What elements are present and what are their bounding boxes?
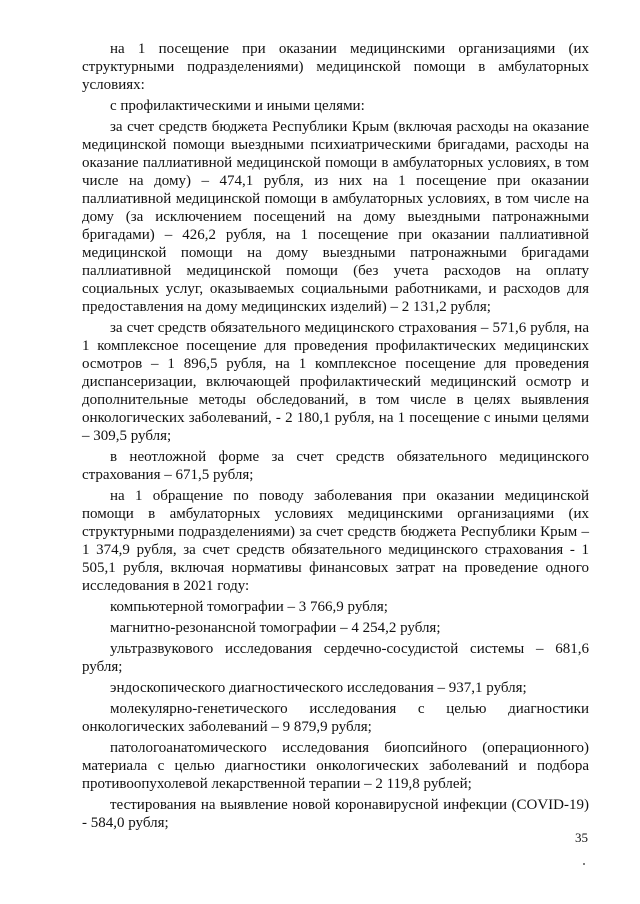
paragraph-1: на 1 посещение при оказании медицинскими организациями (их структурными подразделениями) медицинской помощи в амбулаторных условиях:	[82, 41, 589, 93]
paragraph-9: ультразвукового исследования сердечно-сосудистой системы – 681,6 рубля;	[82, 641, 589, 675]
paragraph-5: в неотложной форме за счет средств обязательного медицинского страхования – 671,5 рубля;	[82, 449, 589, 483]
paragraph-2: с профилактическими и иными целями:	[110, 98, 365, 114]
paragraph-10: эндоскопического диагностического исследования – 937,1 рубля;	[110, 680, 527, 696]
body-text	[82, 40, 589, 832]
paragraph-8: магнитно-резонансной томографии – 4 254,2 рубля;	[110, 620, 441, 636]
paragraph-3: за счет средств бюджета Республики Крым (включая расходы на оказание медицинской помощи выездными психиатрическими бригадами, расходы на оказание паллиативной медицинской помощи в амбулаторных условиях, в том числе на дому) – 474,1 рубля, из них на 1 посещение при оказании паллиативной медицинской помощи в амбулаторных условиях, в том числе на дому (за исключением посещений на дому выездными патронажными бригадами) – 426,2 рубля, на 1 посещение при оказании паллиативной медицинской помощи на дому выездными патронажными бригадами паллиативной медицинской помощи (без учета расходов на оплату социальных услуг, оказываемых социальными работниками, и расходов для предоставления на дому медицинских изделий) – 2 131,2 рубля;	[82, 119, 589, 315]
paragraph-4: за счет средств обязательного медицинского страхования – 571,6 рубля, на 1 комплексное посещение для проведения профилактических медицинских осмотров – 1 896,5 рубля, на 1 комплексное посещение для проведения диспансеризации, включающей профилактический медицинский осмотр и дополнительные методы обследований, в том числе в целях выявления онкологических заболеваний, - 2 180,1 рубля, на 1 посещение с иными целями – 309,5 рубля;	[82, 320, 589, 444]
paragraph-7: компьютерной томографии – 3 766,9 рубля;	[110, 599, 388, 615]
paragraph-6: на 1 обращение по поводу заболевания при оказании медицинской помощи в амбулаторных условиях медицинскими организациями (их структурными подразделениями) за счет средств бюджета Республики Крым – 1 374,9 рубля, за счет средств обязательного медицинского страхования - 1 505,1 рубля, включая нормативы финансовых затрат на проведение одного исследования в 2021 году:	[82, 488, 589, 594]
paragraph-12: патологоанатомического исследования биопсийного (операционного) материала с целью диагностики онкологических заболеваний и подбора противоопухолевой лекарственной терапии – 2 119,8 рублей;	[82, 740, 589, 792]
paragraph-11: молекулярно-генетического исследования с целью диагностики онкологических заболеваний – 9 879,9 рубля;	[82, 701, 589, 735]
paragraph-13: тестирования на выявление новой коронавирусной инфекции (COVID-19) - 584,0 рубля;	[82, 797, 589, 831]
scan-speck	[583, 863, 585, 865]
page-number: 35	[575, 830, 588, 845]
